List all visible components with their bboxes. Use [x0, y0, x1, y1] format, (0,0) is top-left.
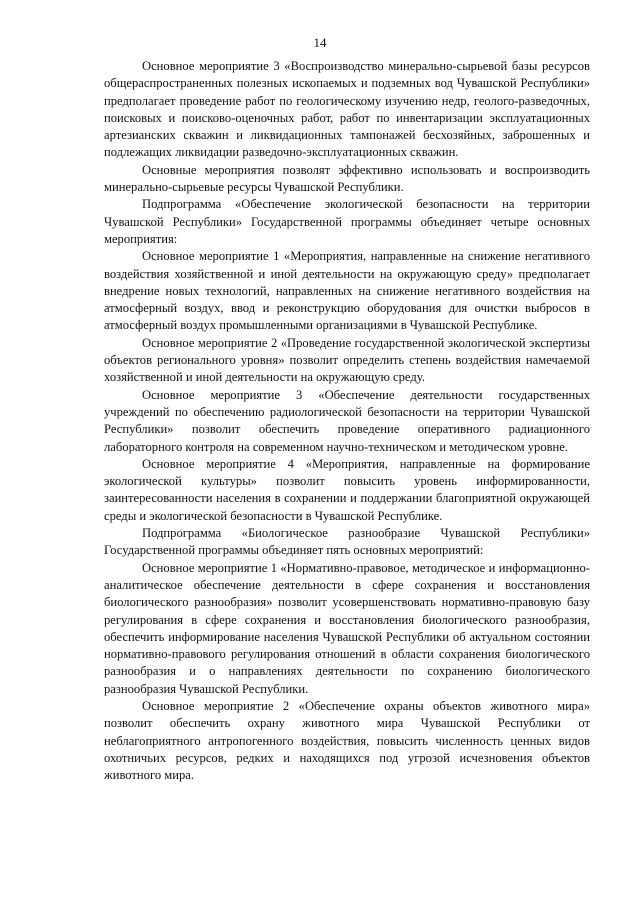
paragraph-measures-summary: Основные мероприятия позволят эффективно использовать и воспроизводить минерально-сырьевые ресурсы Чувашской Республики. — [104, 162, 590, 195]
paragraph-subprogram-biodiversity: Подпрограмма «Биологическое разнообразие Чувашской Республики» Государственной программы объединяет пять основных мероприятий: — [104, 526, 590, 558]
paragraph-eco-measure-1: Основное мероприятие 1 «Мероприятия, направленные на снижение негативного воздействия хозяйственной и иной деятельности на окружающую среду» предполагает внедрение новых технологий, направленных на снижение негативного воздействия на атмосферный воздух, ввод и реконструкцию оборудования для очистки выбросов в атмосферный воздух промышленными организациями в Чувашской Республике. — [104, 249, 590, 333]
page-number: 14 — [313, 35, 327, 50]
paragraph-eco-measure-3: Основное мероприятие 3 «Обеспечение деятельности государственных учреждений по обеспечению радиологической безопасности на территории Чувашской Республики» позволит обеспечить проведение оперативного радиационного лабораторного контроля на современном научно-техническом и методическом уровне. — [104, 387, 590, 454]
paragraph-subprogram-ecological-safety: Подпрограмма «Обеспечение экологической безопасности на территории Чувашской Республики» Государственной программы объединяет четыре основных мероприятия: — [104, 197, 590, 246]
paragraph-bio-measure-2: Основное мероприятие 2 «Обеспечение охраны объектов животного мира» позволит обеспечить охрану животного мира Чувашской Республики от неблагоприятного антропогенного воздействия, повысить численность ценных видов охотничьих ресурсов, редких и находящихся под угрозой исчезновения объектов животного мира. — [104, 698, 590, 783]
paragraph-bio-measure-1: Основное мероприятие 1 «Нормативно-правовое, методическое и информационно-аналитическое обеспечение деятельности в сфере сохранения и восстановления биологического разнообразия» позволит усовершенствовать нормативно-правовую базу регулирования в сфере сохранения и восстановления биологического разнообразия, обеспечить информирование населения Чувашской Республики об актуальном состоянии нормативно-правового регулирования отношений в области сохранения биологического разнообразия и о направлениях деятельности по сохранению биологического разнообразия Чувашской Республики. — [104, 560, 590, 696]
paragraph-eco-measure-4: Основное мероприятие 4 «Мероприятия, направленные на формирование экологической культуры» позволит повысить уровень информированности, заинтересованности населения в сохранении и поддержании благоприятной окружающей среды и экологической безопасности в Чувашской Республике. — [104, 456, 590, 523]
paragraph-measure-3-mineral-resources: Основное мероприятие 3 «Воспроизводство минерально-сырьевой базы ресурсов общераспространенных полезных ископаемых и подземных вод Чувашской Республики» предполагает проведение работ по геологическому изучению недр, геолого-разведочных, поисковых и поисково-оценочных работ, работ по инвентаризации эксплуатационных артезианских скважин и ликвидационных тампонажей бесхозяйных, заброшенных и подлежащих ликвидации разведочно-эксплуатационных скважин. — [104, 59, 590, 160]
document-body — [104, 58, 590, 784]
paragraph-eco-measure-2: Основное мероприятие 2 «Проведение государственной экологической экспертизы объектов регионального уровня» позволит определить степень воздействия намечаемой хозяйственной и иной деятельности на окружающую среду. — [104, 335, 590, 385]
